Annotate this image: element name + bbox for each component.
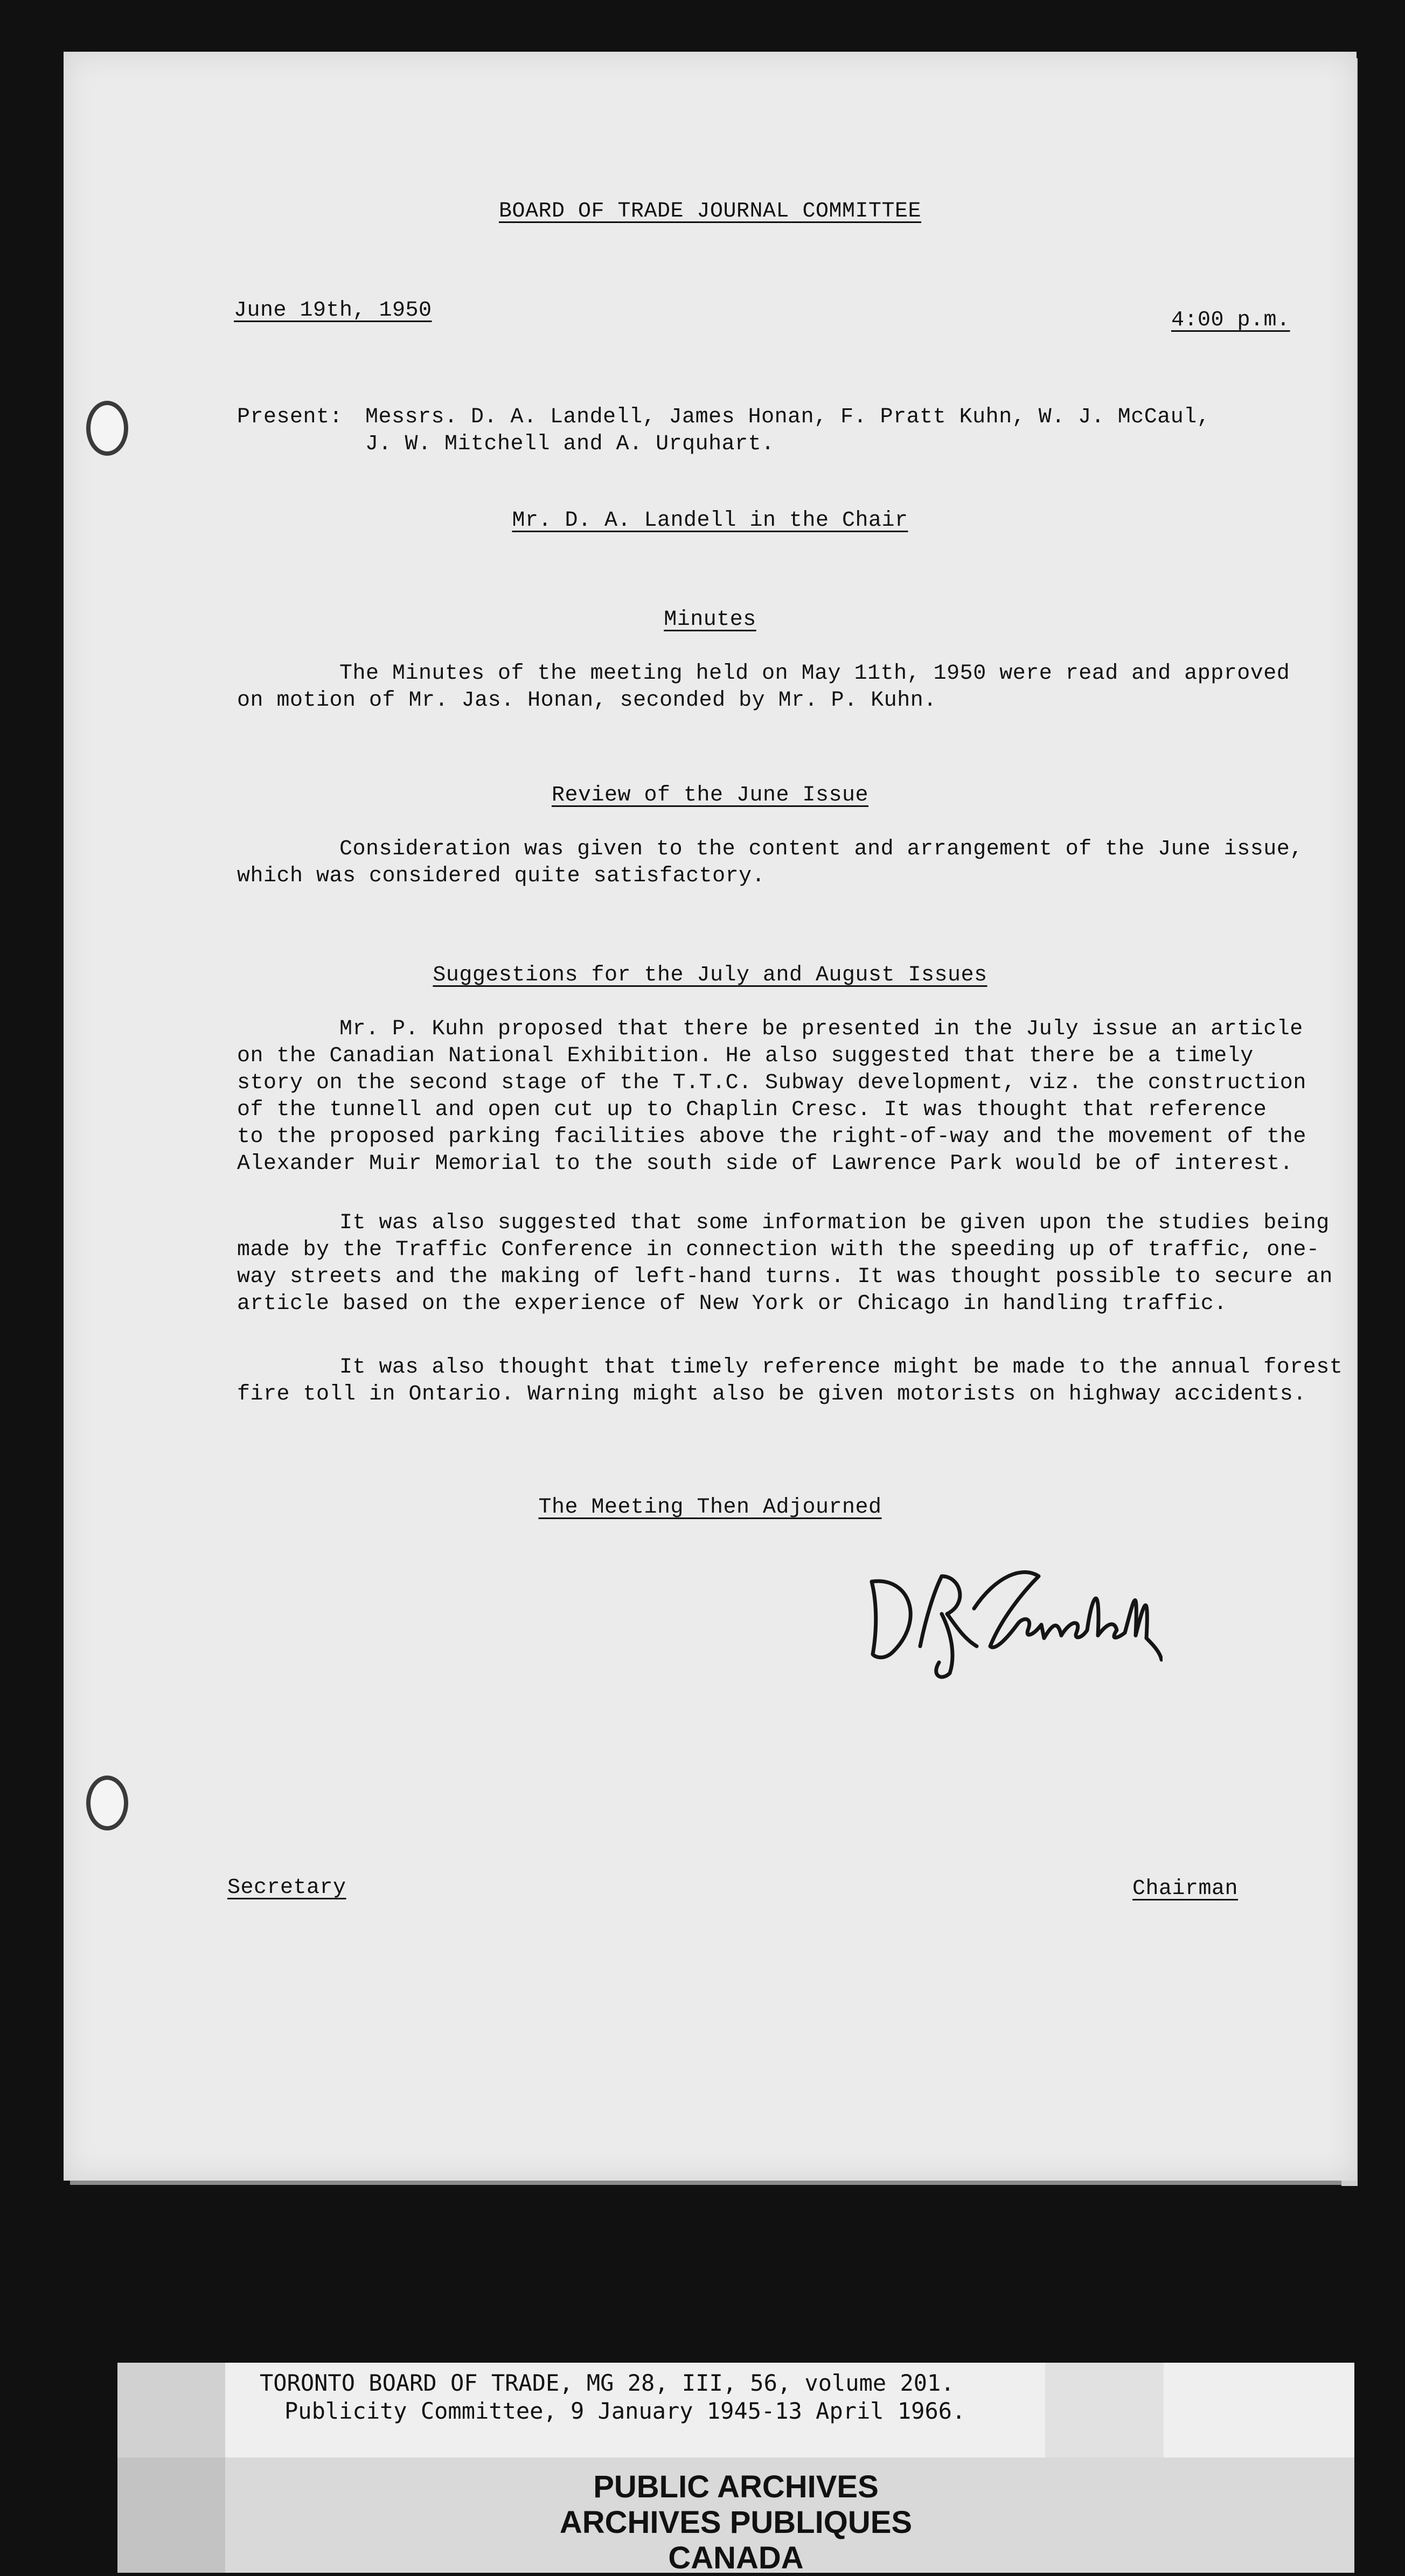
minutes-line-1: The Minutes of the meeting held on May 11th, 1950 were read and approved (339, 662, 1290, 686)
suggestions-p2-line-3: way streets and the making of left-hand turns. It was thought possible to secure an (237, 1265, 1333, 1289)
suggestions-p1-line-2: on the Canadian National Exhibition. He also suggested that there be a timely (237, 1044, 1254, 1068)
suggestions-p1-line-6: Alexander Muir Memorial to the south side of Lawrence Park would be of interest. (237, 1152, 1293, 1176)
secretary-label: Secretary (227, 1876, 346, 1900)
card-shadow-left (117, 2363, 225, 2573)
suggestions-p2-line-1: It was also suggested that some information be given upon the studies being (339, 1211, 1330, 1235)
archive-stamp-line-2: ARCHIVES PUBLIQUES (559, 2505, 913, 2540)
minutes-line-2: on motion of Mr. Jas. Honan, seconded by Mr. P. Kuhn. (237, 688, 937, 713)
handwritten-signature (861, 1544, 1163, 1684)
suggestions-p1-line-4: of the tunnell and open cut up to Chaplin Cresc. It was thought that reference (237, 1098, 1267, 1122)
archive-stamp-line-3: CANADA (668, 2540, 804, 2575)
punch-hole-bottom (86, 1776, 128, 1830)
archive-reference-line-2: Publicity Committee, 9 January 1945-13 April 1966. (284, 2398, 966, 2424)
suggestions-p1-line-1: Mr. P. Kuhn proposed that there be presented in the July issue an article (339, 1017, 1303, 1041)
suggestions-p2-line-4: article based on the experience of New York or Chicago in handling traffic. (237, 1292, 1227, 1316)
suggestions-p1-line-5: to the proposed parking facilities above the right-of-way and the movement of the (237, 1125, 1306, 1149)
present-label: Present: (237, 405, 343, 429)
chairman-label: Chairman (1132, 1877, 1239, 1901)
review-line-2: which was considered quite satisfactory. (237, 864, 766, 888)
suggestions-p1-line-3: story on the second stage of the T.T.C. Subway development, viz. the construction (237, 1071, 1306, 1095)
review-line-1: Consideration was given to the content and arrangement of the June issue, (339, 837, 1303, 861)
suggestions-p3-line-1: It was also thought that timely reference might be made to the annual forest (339, 1355, 1343, 1380)
meeting-time: 4:00 p.m. (1171, 308, 1290, 332)
adjourned-line: The Meeting Then Adjourned (538, 1495, 882, 1520)
archive-stamp-line-1: PUBLIC ARCHIVES (593, 2469, 879, 2504)
card-shadow-right (1045, 2363, 1164, 2457)
section-heading-minutes: Minutes (664, 608, 756, 632)
suggestions-p3-line-2: fire toll in Ontario. Warning might also be given motorists on highway accidents. (237, 1382, 1306, 1407)
chair-line: Mr. D. A. Landell in the Chair (512, 509, 908, 533)
suggestions-p2-line-2: made by the Traffic Conference in connection with the speeding up of traffic, one- (237, 1238, 1320, 1262)
archive-reference-line-1: TORONTO BOARD OF TRADE, MG 28, III, 56, volume 201. (260, 2370, 955, 2396)
archive-card (117, 2363, 1354, 2573)
document-heading: BOARD OF TRADE JOURNAL COMMITTEE (498, 199, 922, 224)
section-heading-suggestions: Suggestions for the July and August Issues (433, 963, 987, 987)
present-line-2: J. W. Mitchell and A. Urquhart. (365, 432, 775, 456)
meeting-date: June 19th, 1950 (234, 298, 432, 323)
section-heading-review: Review of the June Issue (551, 783, 869, 807)
document-page (64, 52, 1357, 2181)
present-line-1: Messrs. D. A. Landell, James Honan, F. Pratt Kuhn, W. J. McCaul, (365, 405, 1211, 429)
punch-hole-top (86, 401, 128, 456)
